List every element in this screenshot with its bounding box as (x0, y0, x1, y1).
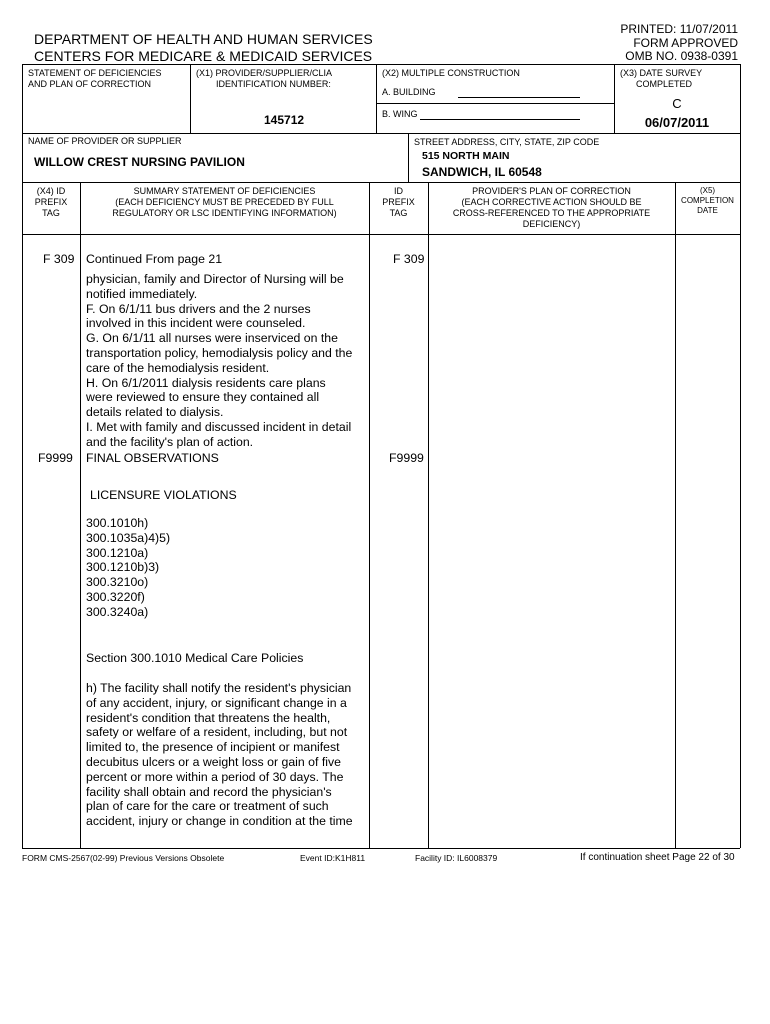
street-address: 515 NORTH MAIN (422, 150, 510, 162)
x5-header-line: DATE (697, 206, 718, 215)
x3-label-1: (X3) DATE SURVEY (620, 68, 703, 78)
event-id: Event ID:K1H811 (300, 853, 366, 863)
text-line: notified immediately. (86, 286, 198, 301)
plan-header-line: PROVIDER'S PLAN OF CORRECTION (472, 186, 631, 196)
summary-header (80, 186, 369, 219)
text-line: G. On 6/1/11 all nurses were inserviced on the (86, 331, 338, 346)
text-line: accident, injury or change in condition at the time (86, 814, 353, 829)
department-title: DEPARTMENT OF HEALTH AND HUMAN SERVICES (34, 31, 373, 47)
text-line: plan of care for the care or treatment of such (86, 799, 329, 814)
licensure-violations: LICENSURE VIOLATIONS (90, 488, 237, 502)
x5-header-line: (X5) (699, 186, 716, 195)
text-line: were reviewed to ensure they contained all (86, 390, 320, 405)
text-line: H. On 6/1/2011 dialysis residents care plans (86, 375, 326, 390)
tag-f309-right: F 309 (393, 252, 425, 266)
row1-divider-1 (190, 64, 191, 133)
regulation-code: 300.1210a) (86, 545, 149, 560)
centers-title: CENTERS FOR MEDICARE & MEDICAID SERVICES (34, 48, 373, 64)
text-line: and the facility's plan of action. (86, 434, 254, 449)
regulation-code: 300.3220f) (86, 589, 145, 604)
summary-header-line: (EACH DEFICIENCY MUST BE PRECEDED BY FULL (115, 197, 334, 207)
form-number: FORM CMS-2567(02-99) Previous Versions Obsolete (22, 853, 225, 863)
paragraph-1 (86, 272, 352, 450)
x4-header-line: (X4) ID (36, 186, 66, 196)
statement-label-2: AND PLAN OF CORRECTION (28, 79, 152, 89)
col-divider-summary (369, 182, 370, 848)
x5-header (675, 186, 740, 216)
x4-header (22, 186, 80, 219)
text-line: involved in this incident were counseled. (86, 316, 306, 331)
regulation-code: 300.3210o) (86, 575, 149, 590)
col-divider-id (428, 182, 429, 848)
text-line: facility shall obtain and record the physician's (86, 784, 332, 799)
col-divider-plan (675, 182, 676, 848)
text-line: of any accident, injury, or significant change in a (86, 695, 347, 710)
text-line: I. Met with family and discussed incident in detail (86, 419, 352, 434)
frame-top-line (22, 64, 740, 65)
statement-label-1: STATEMENT OF DEFICIENCIES (28, 68, 162, 78)
summary-header-line: REGULATORY OR LSC IDENTIFYING INFORMATION) (112, 208, 337, 218)
address-label: STREET ADDRESS, CITY, STATE, ZIP CODE (414, 137, 600, 147)
x4-header-line: PREFIX (34, 197, 68, 207)
frame-left-line (22, 64, 23, 848)
x3-label-2: COMPLETED (636, 79, 693, 89)
building-blank (458, 97, 580, 98)
row2-bottom-line (22, 182, 740, 183)
facility-id: Facility ID: IL6008379 (415, 853, 498, 863)
text-line: decubitus ulcers or a weight loss or gain of five (86, 754, 341, 769)
text-line: F. On 6/1/11 bus drivers and the 2 nurses (86, 301, 311, 316)
regulation-code: 300.1210b)3) (86, 560, 160, 575)
paragraph-2 (86, 681, 353, 829)
form-approved: FORM APPROVED (633, 36, 738, 50)
row2-divider (408, 133, 409, 182)
tag-f9999-left: F9999 (38, 451, 73, 465)
printed-date: PRINTED: 11/07/2011 (620, 22, 738, 36)
continuation-page: If continuation sheet Page 22 of 30 (580, 852, 735, 863)
plan-header-line: (EACH CORRECTIVE ACTION SHOULD BE (461, 197, 642, 207)
omb-number: OMB NO. 0938-0391 (625, 49, 738, 63)
text-line: limited to, the presence of incipient or manifest (86, 740, 340, 755)
text-line: care of the hemodialysis resident. (86, 360, 270, 375)
text-line: safety or welfare of a resident, including, but not (86, 725, 348, 740)
final-observations: FINAL OBSERVATIONS (86, 451, 219, 465)
frame-bottom-line (22, 848, 740, 849)
section-heading: Section 300.1010 Medical Care Policies (86, 651, 304, 665)
tag-f9999-right: F9999 (389, 451, 424, 465)
x1-label-2: IDENTIFICATION NUMBER: (216, 79, 331, 89)
building-wing-separator (376, 103, 614, 104)
x2-label: (X2) MULTIPLE CONSTRUCTION (382, 68, 520, 78)
text-line: resident's condition that threatens the health, (86, 710, 331, 725)
text-line: physician, family and Director of Nursing will be (86, 272, 344, 286)
id-header (369, 186, 428, 219)
row1-divider-2 (376, 64, 377, 133)
id-header-line: ID (394, 186, 403, 196)
text-line: transportation policy, hemodialysis policy and the (86, 345, 353, 360)
x5-header-line: COMPLETION (681, 196, 734, 205)
regulation-code: 300.3240a) (86, 604, 149, 619)
regulation-code: 300.1010h) (86, 516, 149, 530)
regulation-code: 300.1035a)4)5) (86, 530, 171, 545)
x4-header-line: TAG (42, 208, 60, 218)
plan-header (428, 186, 675, 230)
provider-name: WILLOW CREST NURSING PAVILION (34, 155, 245, 169)
plan-header-line: CROSS-REFERENCED TO THE APPROPRIATE (452, 208, 651, 218)
text-line: details related to dialysis. (86, 405, 224, 420)
survey-completed-date: 06/07/2011 (644, 115, 710, 130)
wing-blank (420, 119, 580, 120)
id-header-line: TAG (389, 208, 408, 218)
text-line: percent or more within a period of 30 days. The (86, 769, 344, 784)
building-label: A. BUILDING (382, 87, 436, 97)
text-line: h) The facility shall notify the resident's physician (86, 681, 352, 695)
frame-right-line (740, 64, 741, 848)
provider-name-label: NAME OF PROVIDER OR SUPPLIER (28, 136, 182, 146)
continued-from: Continued From page 21 (86, 252, 223, 266)
colhead-bottom-line (22, 234, 740, 235)
provider-id-number: 145712 (264, 113, 305, 127)
x1-label-1: (X1) PROVIDER/SUPPLIER/CLIA (196, 68, 333, 78)
plan-header-line: DEFICIENCY) (522, 219, 581, 229)
col-divider-x4 (80, 182, 81, 848)
id-header-line: PREFIX (382, 197, 415, 207)
summary-header-line: SUMMARY STATEMENT OF DEFICIENCIES (133, 186, 316, 196)
tag-f309-left: F 309 (43, 252, 75, 266)
city-state-zip: SANDWICH, IL 60548 (422, 165, 542, 179)
survey-type-code: C (672, 96, 682, 111)
wing-label: B. WING (382, 109, 418, 119)
row1-bottom-line (22, 133, 740, 134)
regulation-codes (86, 516, 170, 620)
